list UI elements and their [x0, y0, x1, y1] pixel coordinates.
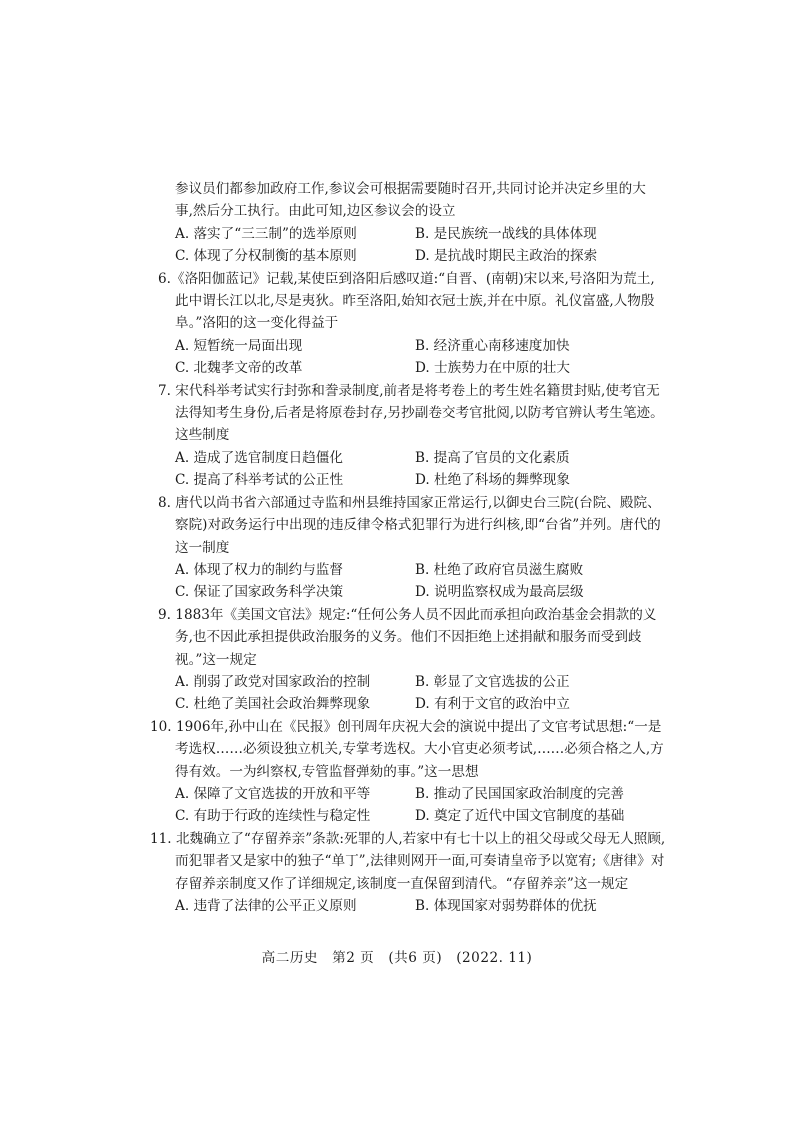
question-stem: 7. 宋代科举考试实行封弥和誊录制度,前者是将考卷上的考生姓名籍贯封贴,使考官无法得知考生身份,后者是将原卷封存,另抄副卷交考官批阅,以防考官辨认考生笔迹。这些制度 [158, 382, 664, 444]
option-d[interactable]: D. 有利于文官的政治中立 [415, 696, 570, 713]
option-a[interactable]: A. 造成了选官制度日趋僵化 [175, 449, 343, 466]
options-grid [158, 671, 668, 716]
option-c[interactable]: C. 体现了分权制衡的基本原则 [175, 248, 357, 265]
options-grid [158, 559, 668, 604]
option-a[interactable]: A. 体现了权力的制约与监督 [175, 561, 343, 578]
continuation-line: 参议员们都参加政府工作,参议会可根据需要随时召开,共同讨论并决定乡里的大 [175, 181, 646, 197]
page-footer: 高二历史 第2 页 (共6 页) (2022. 11) [261, 950, 533, 966]
question-stem: 10. 1906年,孙中山在《民报》创刊周年庆祝大会的演说中提出了文官考试思想:“一是考选权……必须设独立机关,专掌考选权。大小官吏必须考试,……必须合格之人,方得有效。一为纠察权,专管监督弹劾的事。”这一思想 [150, 718, 664, 780]
question-stem: 9. 1883年《美国文官法》规定:“任何公务人员不因此而承担向政治基金会捐款的义务,也不因此承担提供政治服务的义务。他们不因拒绝上述捐献和服务而受到歧视。”这一规定 [158, 606, 657, 668]
option-b[interactable]: B. 彰显了文官选拔的公正 [415, 673, 570, 690]
question-stem: 11. 北魏确立了“存留养亲”条款:死罪的人,若家中有七十以上的祖父母或父母无人照顾,而犯罪者又是家中的独子“单丁”,法律则网开一面,可奏请皇帝予以宽宥;《唐律》对存留养亲制度又作了详细规定,该制度一直保留到清代。“存留养亲”这一规定 [150, 830, 666, 892]
options-grid [158, 223, 668, 268]
option-c[interactable]: C. 北魏孝文帝的改革 [175, 360, 303, 377]
question-stem: 6.《洛阳伽蓝记》记载,某使臣到洛阳后感叹道:“自晋、(南朝)宋以来,号洛阳为荒土,此中谓长江以北,尽是夷狄。昨至洛阳,始知衣冠士族,并在中原。礼仪富盛,人物殷阜。”洛阳的这一变化得益于 [158, 270, 655, 332]
option-c[interactable]: C. 杜绝了美国社会政治舞弊现象 [175, 696, 371, 713]
option-d[interactable]: D. 士族势力在中原的壮大 [415, 360, 570, 377]
option-a[interactable]: A. 削弱了政党对国家政治的控制 [175, 673, 371, 690]
option-d[interactable]: D. 是抗战时期民主政治的探索 [415, 248, 598, 265]
question-10 [150, 716, 668, 828]
option-b[interactable]: B. 提高了官员的文化素质 [415, 449, 570, 466]
option-c[interactable]: C. 提高了科举考试的公正性 [175, 472, 344, 489]
options-grid [158, 335, 668, 380]
option-b[interactable]: B. 杜绝了政府官员滋生腐败 [415, 561, 584, 578]
question-11 [150, 828, 668, 918]
option-d[interactable]: D. 奠定了近代中国文官制度的基础 [415, 808, 625, 825]
question-content [150, 178, 668, 917]
option-a[interactable]: A. 保障了文官选拔的开放和平等 [175, 785, 371, 802]
options-grid [158, 447, 668, 492]
option-c[interactable]: C. 有助于行政的连续性与稳定性 [175, 808, 371, 825]
question-8 [158, 492, 668, 604]
option-b[interactable]: B. 推动了民国国家政治制度的完善 [415, 785, 624, 802]
question-7 [158, 380, 668, 492]
options-grid [150, 783, 668, 828]
option-d[interactable]: D. 杜绝了科场的舞弊现象 [415, 472, 570, 489]
option-a[interactable]: A. 短暂统一局面出现 [175, 337, 303, 354]
continuation-line: 事,然后分工执行。由此可知,边区参议会的设立 [175, 203, 456, 220]
option-d[interactable]: D. 说明监察权成为最高层级 [415, 584, 584, 601]
option-c[interactable]: C. 保证了国家政务科学决策 [175, 584, 344, 601]
option-a[interactable]: A. 落实了“三三制”的选举原则 [175, 225, 357, 242]
option-b[interactable]: B. 是民族统一战线的具体体现 [415, 225, 597, 242]
question-9 [158, 604, 668, 716]
options-grid [150, 895, 668, 917]
question-5-continuation [158, 178, 668, 268]
question-6 [158, 268, 668, 380]
option-b[interactable]: B. 体现国家对弱势群体的优抚 [415, 898, 597, 914]
question-stem: 8. 唐代以尚书省六部通过寺监和州县维持国家正常运行,以御史台三院(台院、殿院、察院)对政务运行中出现的违反律令格式犯罪行为进行纠核,即“台省”并列。唐代的这一制度 [158, 494, 661, 556]
option-a[interactable]: A. 违背了法律的公平正义原则 [175, 898, 357, 914]
option-b[interactable]: B. 经济重心南移速度加快 [415, 337, 570, 354]
